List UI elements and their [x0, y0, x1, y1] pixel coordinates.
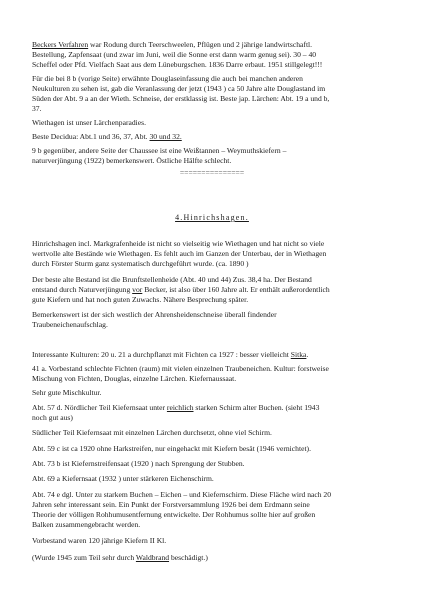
text-line: Scheffel oder Pfd. Vielfach Saat aus dem Lüneburgschen. 1836 Darre erbaut. 1951 stillgelegt!!!: [32, 60, 323, 69]
underlined-term: 30 und 32.: [149, 132, 182, 141]
text-line: durch Förster Sturm ganz systematisch durchgeführt wurde. (ca. 1890 ): [32, 259, 249, 268]
text-line: 9 b gegenüber, andere Seite der Chaussee ist eine Weißtannen – Weymuthskiefern –: [32, 146, 287, 155]
text-line: Für die bei 8 b (vorige Seite) erwähnte Douglaseinfassung die auch bei manchen anderen: [32, 74, 303, 83]
text-line: Abt. 69 a Kiefernsaat (1932 ) unter stärkeren Eichenschirm.: [32, 474, 214, 483]
text-line: Wiethagen ist unser Lärchenparadies.: [32, 118, 146, 127]
text-line: wertvolle alte Bestände wie Wiethagen. Es fehlt auch im Ganzen der Unterbau, der in Wiethagen: [32, 249, 327, 258]
text-line: Beckers Verfahren war Rodung durch Teerschweelen, Pflügen und 2 jährige landwirtschaftl.: [32, 40, 313, 49]
text-line: Der beste alte Bestand ist die Brunftstellenheide (Abt. 40 und 44) Zus. 38,4 ha. Der Bestand: [32, 275, 312, 284]
text-line: Vorbestand waren 120 jährige Kiefern II Kl.: [32, 536, 167, 545]
text-line: Abt. 74 e dgl. Unter zu starkem Buchen – Eichen – und Kiefernschirm. Diese Fläche wird nach 20: [32, 490, 332, 499]
section-heading: 4.Hinrichshagen.: [175, 213, 249, 222]
text-line: gute Kiefern und hat noch guten Zuwachs. Nähere Besprechung später.: [32, 295, 249, 304]
underlined-term: Waldbrand: [135, 553, 170, 562]
text-line: Traubeneichenaufschlag.: [32, 320, 108, 329]
text-line: Bestellung, Zapfensaat (und zwar im Juni, weil die Sonne erst dann warm genug sei). 30 – 40: [32, 50, 317, 59]
text-line: Sehr gute Mischkultur.: [32, 388, 102, 397]
text-line: 41 a. Vorbestand schlechte Fichten (raum) mit vielen einzelnen Traubeneichen. Kultur: forstweise: [32, 364, 329, 373]
text-line: (Wurde 1945 zum Teil sehr durch Waldbrand beschädigt.): [32, 553, 208, 562]
text-line: Südlicher Teil Kiefernsaat mit einzelnen Lärchen durchsetzt, ohne viel Schirm.: [32, 428, 272, 437]
text-line: Mischung von Fichten, Douglas, einzelne Lärchen. Kiefernaussaat.: [32, 374, 237, 383]
text-line: Interessante Kulturen: 20 u. 21 a durchpflanzt mit Fichten ca 1927 : besser vielleicht Sitka.: [32, 350, 309, 359]
text-line: Balken zusammengebracht werden.: [32, 520, 141, 529]
text-line: Abt. 73 b ist Kiefernstreifensaat (1920 ) nach Sprengung der Stubben.: [32, 459, 245, 468]
text-line: Neukulturen zu sehen ist, gab die Veranlassung der jetzt (1943 ) ca 50 Jahre alte Douglastand im: [32, 84, 326, 93]
text-line: Abt. 59 c ist ca 1920 ohne Harkstreifen, nur eingehackt mit Kiefern besät (1946 vernichtet).: [32, 444, 311, 453]
text-line: Bemerkenswert ist der sich westlich der Ahrensheidenschneise überall findender: [32, 310, 277, 319]
text-line: naturverjüngung (1922) bemerkenswert. Östliche Hälfte schlecht.: [32, 156, 232, 165]
underlined-term: vor: [132, 285, 143, 294]
underlined-term: reichlich: [166, 403, 194, 412]
text-line: Beste Decidua: Abt.1 und 36, 37, Abt. 30 und 32.: [32, 132, 182, 141]
text-line: Hinrichshagen incl. Markgrafenheide ist nicht so vielseitig wie Wiethagen und hat nicht so viele: [32, 239, 325, 248]
text-line: 37.: [32, 104, 42, 113]
text-line: Süden der Abt. 9 a an der Wieth. Schneise, der erstklassig ist. Beste jap. Lärchen: Abt. 19 a und b,: [32, 94, 330, 103]
text-line: noch gut aus): [32, 413, 73, 422]
underlined-term: Sitka: [290, 350, 307, 359]
text-line: Abt. 57 d. Nördlicher Teil Kiefernsaat unter reichlich starken Schirm alter Buchen. (sieht 1943: [32, 403, 320, 412]
section-separator: ===============: [179, 168, 245, 177]
text-line: Jahren sehr interessant sein. Ein Punkt der Forstversammlung 1926 bei dem Erdmann seine: [32, 500, 310, 509]
underlined-term: Beckers Verfahren: [32, 40, 89, 49]
text-line: Theorie der völligen Rohhumusentfernung entwickelte. Der Rohhumus sollte hier auf großen: [32, 510, 316, 519]
text-line: entstand durch Naturverjüngung vor Becker, ist also über 160 Jahre alt. Er enthält außerordentlich: [32, 285, 330, 294]
